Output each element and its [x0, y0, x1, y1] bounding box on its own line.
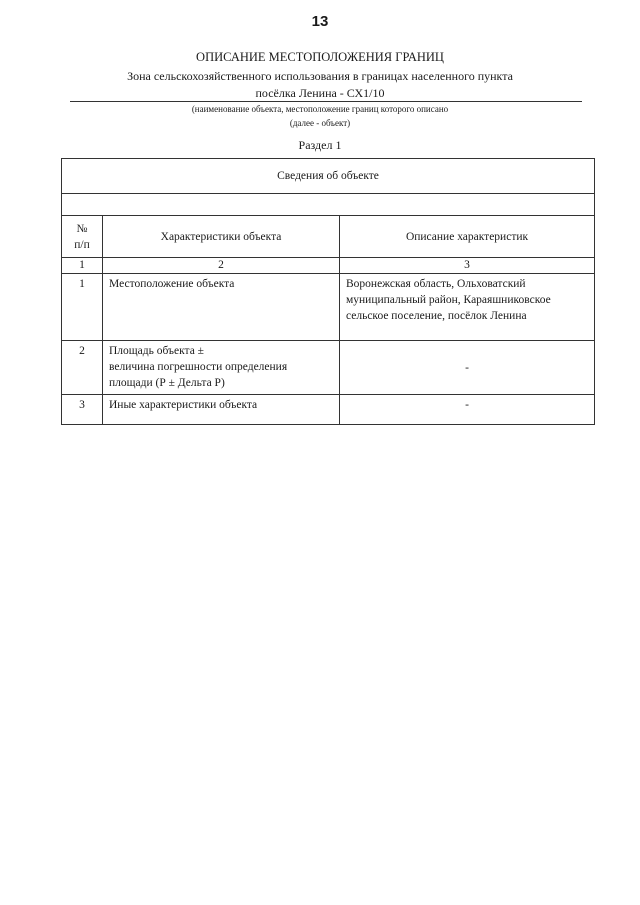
section-title: Раздел 1 [298, 138, 342, 152]
table-empty-row [62, 194, 595, 216]
table-title: Сведения об объекте [62, 159, 595, 194]
zone-name-line-2: посёлка Ленина - СХ1/10 [255, 86, 385, 100]
row-characteristic: Местоположение объекта [103, 274, 340, 341]
page-number: 13 [311, 13, 329, 30]
column-number-1: 1 [62, 258, 103, 274]
column-number-2: 2 [103, 258, 340, 274]
table-row [62, 274, 595, 341]
header-num: № п/п [62, 216, 103, 258]
zone-name-line-1: Зона сельскохозяйственного использования в границах населенного пункта [127, 69, 513, 83]
header-description: Описание характеристик [340, 216, 595, 258]
row-num: 2 [62, 341, 103, 395]
header-characteristics: Характеристики объекта [103, 216, 340, 258]
table-row [62, 395, 595, 425]
table-row [62, 341, 595, 395]
row-description: - [340, 341, 595, 395]
row-num: 3 [62, 395, 103, 425]
object-caption-line-1: (наименование объекта, местоположение границ которого описано [191, 104, 449, 114]
row-characteristic: Иные характеристики объекта [103, 395, 340, 425]
object-caption-line-2: (далее - объект) [289, 118, 351, 128]
object-info-table [61, 158, 595, 425]
row-characteristic: Площадь объекта ± величина погрешности определения площади (Р ± Дельта Р) [103, 341, 340, 395]
document-title: ОПИСАНИЕ МЕСТОПОЛОЖЕНИЯ ГРАНИЦ [196, 50, 444, 64]
column-number-3: 3 [340, 258, 595, 274]
underline-rule [70, 101, 582, 102]
row-description: - [340, 395, 595, 425]
row-num: 1 [62, 274, 103, 341]
row-description: Воронежская область, Ольховатский муниципальный район, Караяшниковское сельское поселение, посёлок Ленина [340, 274, 595, 341]
